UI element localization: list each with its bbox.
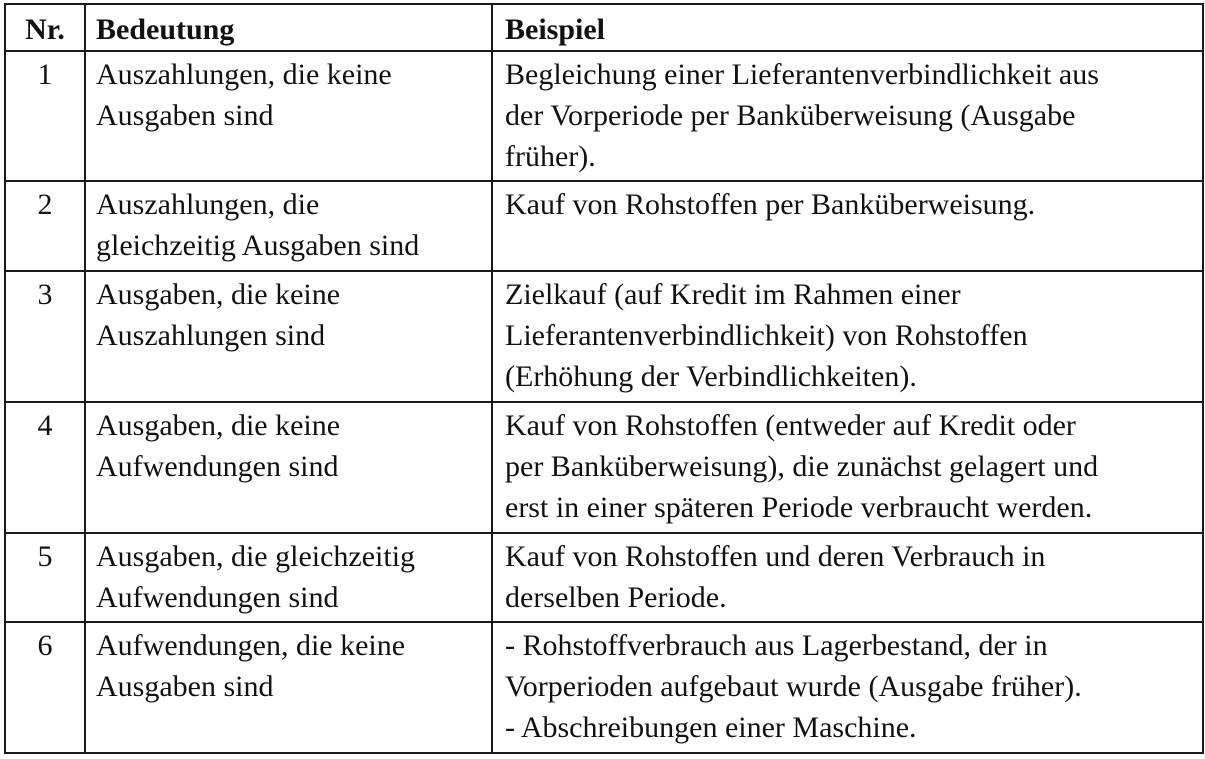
- row-beispiel: [492, 181, 1203, 271]
- comparison-table: [4, 3, 1204, 754]
- text-line: per Banküberweisung), die zunächst gelagert und: [505, 450, 1099, 483]
- text-line: - Abschreibungen einer Maschine.: [505, 711, 917, 744]
- text-line: gleichzeitig Ausgaben sind: [96, 229, 420, 262]
- text-line: Aufwendungen sind: [96, 450, 339, 483]
- table-row: [5, 51, 1203, 181]
- text-line: erst in einer späteren Periode verbraucht werden.: [505, 491, 1093, 524]
- row-bedeutung: [85, 402, 492, 533]
- text-line: (Erhöhung der Verbindlichkeiten).: [505, 360, 917, 393]
- text-line: Auszahlungen, die: [96, 188, 320, 221]
- table-row: [5, 533, 1203, 622]
- text-line: Lieferantenverbindlichkeit) von Rohstoffen: [505, 319, 1028, 352]
- text-line: Kauf von Rohstoffen und deren Verbrauch in: [505, 540, 1046, 573]
- row-beispiel: [492, 622, 1203, 753]
- text-line: Aufwendungen sind: [96, 581, 339, 614]
- row-beispiel: [492, 533, 1203, 622]
- row-number: 2: [5, 181, 85, 271]
- table-header-row: [5, 4, 1203, 51]
- table-row: [5, 271, 1203, 402]
- row-bedeutung: [85, 51, 492, 181]
- text-line: Auszahlungen, die keine: [96, 58, 392, 91]
- table-row: [5, 622, 1203, 753]
- table-row: [5, 181, 1203, 271]
- row-bedeutung: [85, 533, 492, 622]
- row-bedeutung: [85, 181, 492, 271]
- text-line: Zielkauf (auf Kredit im Rahmen einer: [505, 278, 961, 311]
- text-line: Ausgaben sind: [96, 670, 274, 703]
- row-number: 5: [5, 533, 85, 622]
- text-line: der Vorperiode per Banküberweisung (Ausgabe: [505, 99, 1076, 132]
- text-line: Ausgaben, die gleichzeitig: [96, 540, 416, 573]
- text-line: Kauf von Rohstoffen (entweder auf Kredit oder: [505, 409, 1076, 442]
- text-line: - Rohstoffverbrauch aus Lagerbestand, der in: [505, 629, 1048, 662]
- text-line: Aufwendungen, die keine: [96, 629, 406, 662]
- text-line: Auszahlungen sind: [96, 319, 326, 352]
- text-line: Begleichung einer Lieferantenverbindlichkeit aus: [505, 58, 1099, 91]
- row-number: 3: [5, 271, 85, 402]
- header-bedeutung: Bedeutung: [85, 4, 492, 51]
- text-line: Ausgaben, die keine: [96, 278, 341, 311]
- text-line: Kauf von Rohstoffen per Banküberweisung.: [505, 188, 1036, 221]
- text-line: Ausgaben sind: [96, 99, 274, 132]
- row-number: 6: [5, 622, 85, 753]
- text-line: Ausgaben, die keine: [96, 409, 341, 442]
- row-number: 1: [5, 51, 85, 181]
- row-beispiel: [492, 402, 1203, 533]
- row-bedeutung: [85, 622, 492, 753]
- header-beispiel: Beispiel: [492, 4, 1203, 51]
- row-bedeutung: [85, 271, 492, 402]
- table-row: [5, 402, 1203, 533]
- text-line: Vorperioden aufgebaut wurde (Ausgabe früher).: [505, 670, 1082, 703]
- header-nr: Nr.: [5, 4, 85, 51]
- row-beispiel: [492, 51, 1203, 181]
- row-beispiel: [492, 271, 1203, 402]
- text-line: derselben Periode.: [505, 581, 727, 614]
- row-number: 4: [5, 402, 85, 533]
- text-line: früher).: [505, 140, 596, 173]
